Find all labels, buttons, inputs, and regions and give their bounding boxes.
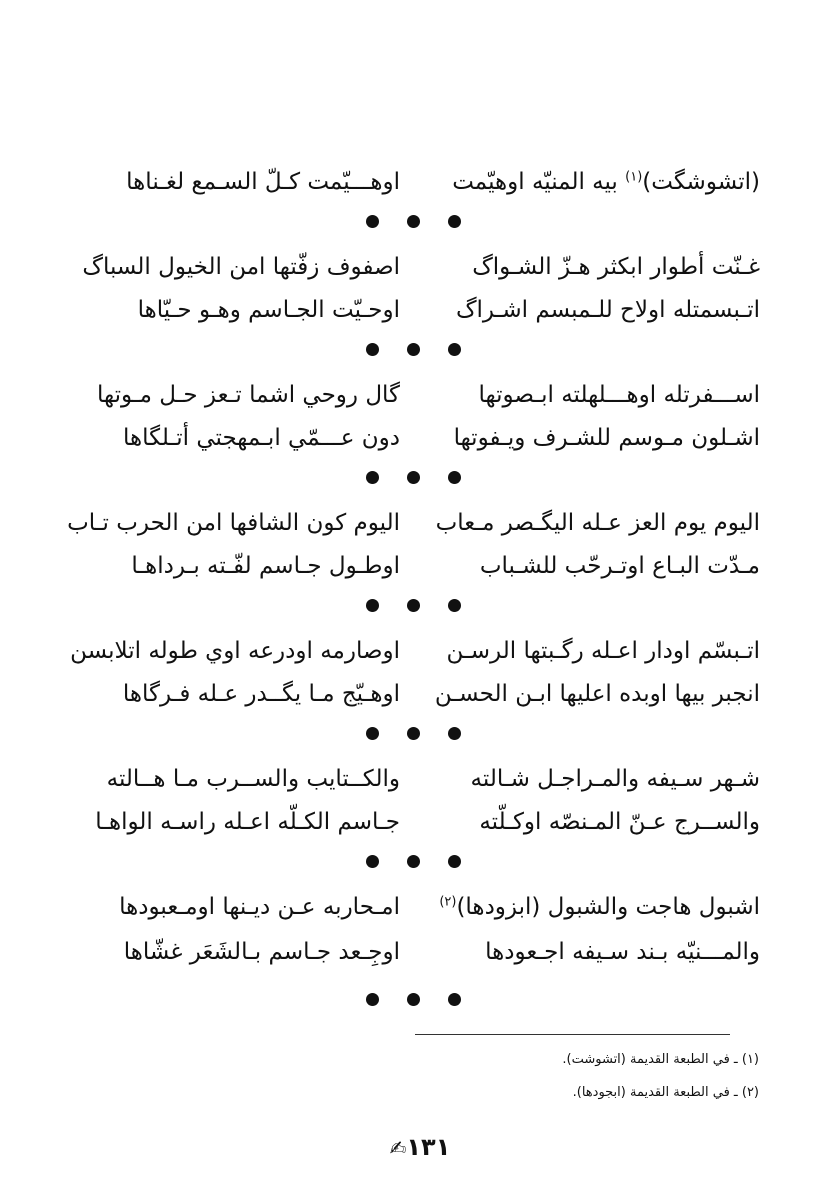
separator-dot (366, 727, 379, 740)
separator-dot (448, 215, 461, 228)
pen-icon: ✍ (389, 1136, 407, 1160)
left-hemistich: اوحـيّت الجـاسم وهـو حـيّاها (137, 297, 400, 323)
separator-dot (448, 855, 461, 868)
separator-dot (366, 471, 379, 484)
left-hemistich: امـحاربه عـن ديـنها اومـعبودها (119, 894, 400, 920)
separator-dot (407, 993, 420, 1006)
verse-line (80, 674, 760, 714)
separator-dot (407, 727, 420, 740)
separator-dot (448, 599, 461, 612)
verse-line (80, 932, 760, 972)
left-hemistich: اوهـيّج مـا يگــدر عـله فـرگاها (122, 681, 400, 707)
left-hemistich: اليوم كون الشافها امن الحرب تـاب (67, 510, 400, 536)
separator-dot (366, 599, 379, 612)
right-hemistich: اســـفرتله اوهـــلهلته ابـصوتها (478, 382, 760, 408)
right-hemistich: اليوم يوم العز عـله اليگـصر مـعاب (435, 510, 760, 536)
stanza-separator (360, 852, 480, 872)
separator-dot (366, 343, 379, 356)
verse-line (80, 162, 760, 202)
verse-line (80, 546, 760, 586)
separator-dot (407, 343, 420, 356)
left-hemistich: والكــتايب والســرب مـا هــالته (106, 766, 400, 792)
verse-line (80, 247, 760, 287)
left-hemistich: جـاسم الكـلّه اعـله راسـه الواهـا (95, 809, 400, 835)
left-hemistich: اصفوف زفّتها امن الخيول السباگ (82, 254, 400, 280)
separator-dot (366, 855, 379, 868)
stanza-separator (360, 212, 480, 232)
right-hemistich: والســرج عـنّ المـنصّه اوكـلّته (479, 809, 760, 835)
page-number-value: ١٣١ (406, 1133, 451, 1161)
right-hemistich: اشـلون مـوسم للشـرف ويـفوتها (453, 425, 760, 451)
separator-dot (366, 215, 379, 228)
separator-dot (366, 993, 379, 1006)
separator-dot (407, 471, 420, 484)
right-hemistich: شـهر سـيفه والمـراجـل شـالته (470, 766, 760, 792)
page-number (370, 1132, 470, 1162)
left-hemistich: اوطـول جـاسم لفّـته بـرداهـا (131, 553, 400, 579)
footnote: (٢) ـ في الطبعة القديمة (ابجودها). (572, 1085, 759, 1100)
stanza-separator (360, 596, 480, 616)
right-hemistich: انجبر بيها اوبده اعليها ابـن الحسـن (434, 681, 760, 707)
verse-line (80, 375, 760, 415)
verse-line (67, 503, 760, 543)
separator-dot (448, 471, 461, 484)
separator-dot (407, 855, 420, 868)
separator-dot (448, 343, 461, 356)
separator-dot (407, 599, 420, 612)
verse-line (80, 802, 760, 842)
left-hemistich: اوهـــيّمت كـلّ السـمع لغـناها (126, 169, 400, 195)
right-hemistich: (اتشوشگت)$^{(١)}$ بيه المنيّه اوهيّمت (452, 169, 760, 195)
separator-dot (448, 727, 461, 740)
footnote-ref: (١) (625, 169, 643, 185)
right-hemistich: اتـبسّم اودار اعـله رگـبتها الرسـن (446, 638, 760, 664)
right-hemistich: اشبول هاجت والشبول (ابزودها)$^{(٢)}$ (439, 894, 760, 920)
stanza-separator (360, 468, 480, 488)
stanza-separator (360, 724, 480, 744)
left-hemistich: گال روحي اشما تـعز حـل مـوتها (96, 382, 400, 408)
right-hemistich: مـدّت البـاع اوتـرحّب للشـباب (479, 553, 760, 579)
verse-line (80, 290, 760, 330)
separator-dot (448, 993, 461, 1006)
left-hemistich: اوصارمه اودرعه اوي طوله اتلابسن (70, 638, 400, 664)
stanza-separator (360, 340, 480, 360)
right-hemistich: اتـبسمتله اولاح للـمبسم اشـراگ (455, 297, 760, 323)
left-hemistich: دون عـــمّي ابـمهجتي أتـلگاها (123, 425, 400, 451)
footnote-ref: (٢) (439, 894, 457, 910)
separator-dot (407, 215, 420, 228)
footnote: (١) ـ في الطبعة القديمة (اتشوشت). (562, 1052, 759, 1067)
verse-line (80, 418, 760, 458)
stanza-separator (360, 990, 480, 1010)
right-hemistich: والمـــنيّه بـند سـيفه اجـعودها (485, 939, 760, 965)
left-hemistich: اوجِـعد جـاسم بـالشَعَر غشّاها (123, 939, 400, 965)
verse-line (70, 631, 760, 671)
footnote-rule (415, 1034, 730, 1035)
verse-line (80, 759, 760, 799)
verse-line (80, 887, 760, 927)
right-hemistich: غـنّت أطوار ابكثر هـزّ الشـواگ (472, 254, 760, 280)
